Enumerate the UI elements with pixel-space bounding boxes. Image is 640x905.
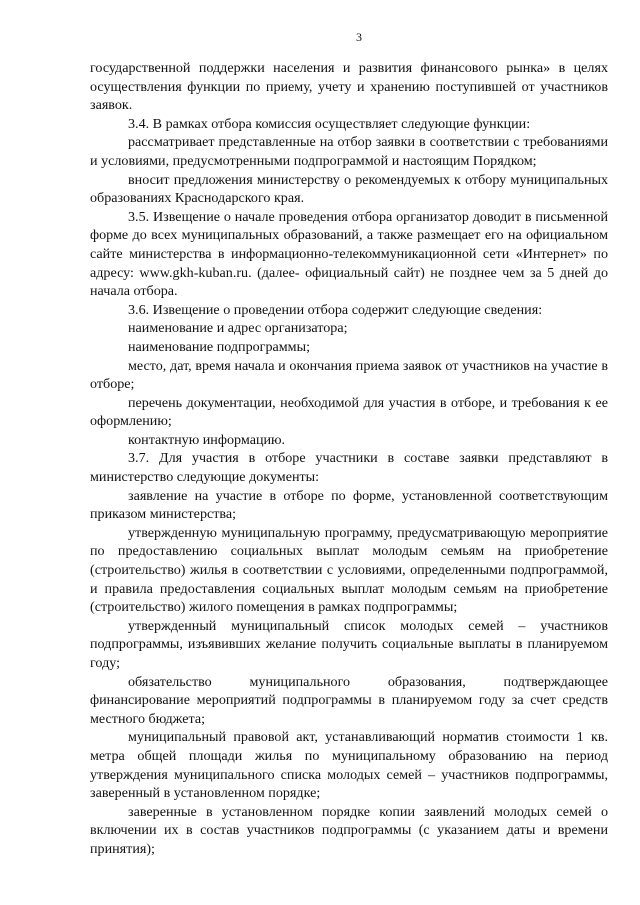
- paragraph: вносит предложения министерству о рекомендуемых к отбору муниципальных образованиях Краснодарского края.: [90, 171, 608, 207]
- document-body: [90, 59, 608, 859]
- page-number: 3: [356, 30, 362, 44]
- paragraph: обязательство муниципального образования, подтверждающее финансирование мероприятий подпрограммы в планируемом году за счет средств местного бюджета;: [90, 673, 608, 727]
- paragraph: заявление на участие в отборе по форме, установленной соответствующим приказом министерства;: [90, 487, 608, 523]
- paragraph: 3.7. Для участия в отборе участники в составе заявки представляют в министерство следующие документы:: [90, 450, 608, 486]
- paragraph: место, дат, время начала и окончания приема заявок от участников на участие в отборе;: [90, 357, 608, 393]
- paragraph: наименование и адрес организатора;: [128, 320, 348, 337]
- paragraph: перечень документации, необходимой для участия в отборе, и требования к ее оформлению;: [90, 394, 608, 430]
- paragraph: рассматривает представленные на отбор заявки в соответствии с требованиями и условиями, предусмотренными подпрограммой и настоящим Порядком;: [90, 134, 608, 169]
- paragraph: муниципальный правовой акт, устанавливающий норматив стоимости 1 кв. метра общей площади жилья по муниципальному образованию на период утверждения муниципального списка молодых семей – участников подпрограммы, заверенный в установленном порядке;: [90, 729, 608, 802]
- paragraph: утвержденную муниципальную программу, предусматривающую мероприятие по предоставлению социальных выплат молодым семьям на приобретение (строительство) жилья в соответствии с условиями, определенными подпрограммой, и правила предоставления социальных выплат молодым семьям на приобретение (строительство) жилого помещения в рамках подпрограммы;: [90, 524, 608, 616]
- paragraph: государственной поддержки населения и развития финансового рынка» в целях осуществления функции по приему, учету и хранению поступившей от участников заявок.: [90, 60, 608, 114]
- paragraph: заверенные в установленном порядке копии заявлений молодых семей о включении их в состав участников подпрограммы (с указанием даты и времени принятия);: [90, 803, 608, 857]
- paragraph: наименование подпрограммы;: [128, 338, 310, 355]
- paragraph: утвержденный муниципальный список молодых семей – участников подпрограммы, изъявивших желание получить социальные выплаты в планируемом году;: [90, 617, 608, 671]
- paragraph: 3.6. Извещение о проведении отбора содержит следующие сведения:: [128, 301, 543, 318]
- paragraph: 3.4. В рамках отбора комиссия осуществляет следующие функции:: [128, 115, 531, 132]
- paragraph: 3.5. Извещение о начале проведения отбора организатор доводит в письменной форме до всех муниципальных образований, а также размещает его на официальном сайте министерства в информационно-телекоммуникационной сети «Интернет» по адресу: www.gkh-kuban.ru. (далее- официальный сайт) не позднее чем за 5 дней до начала отбора.: [90, 208, 608, 300]
- paragraph: контактную информацию.: [128, 431, 286, 448]
